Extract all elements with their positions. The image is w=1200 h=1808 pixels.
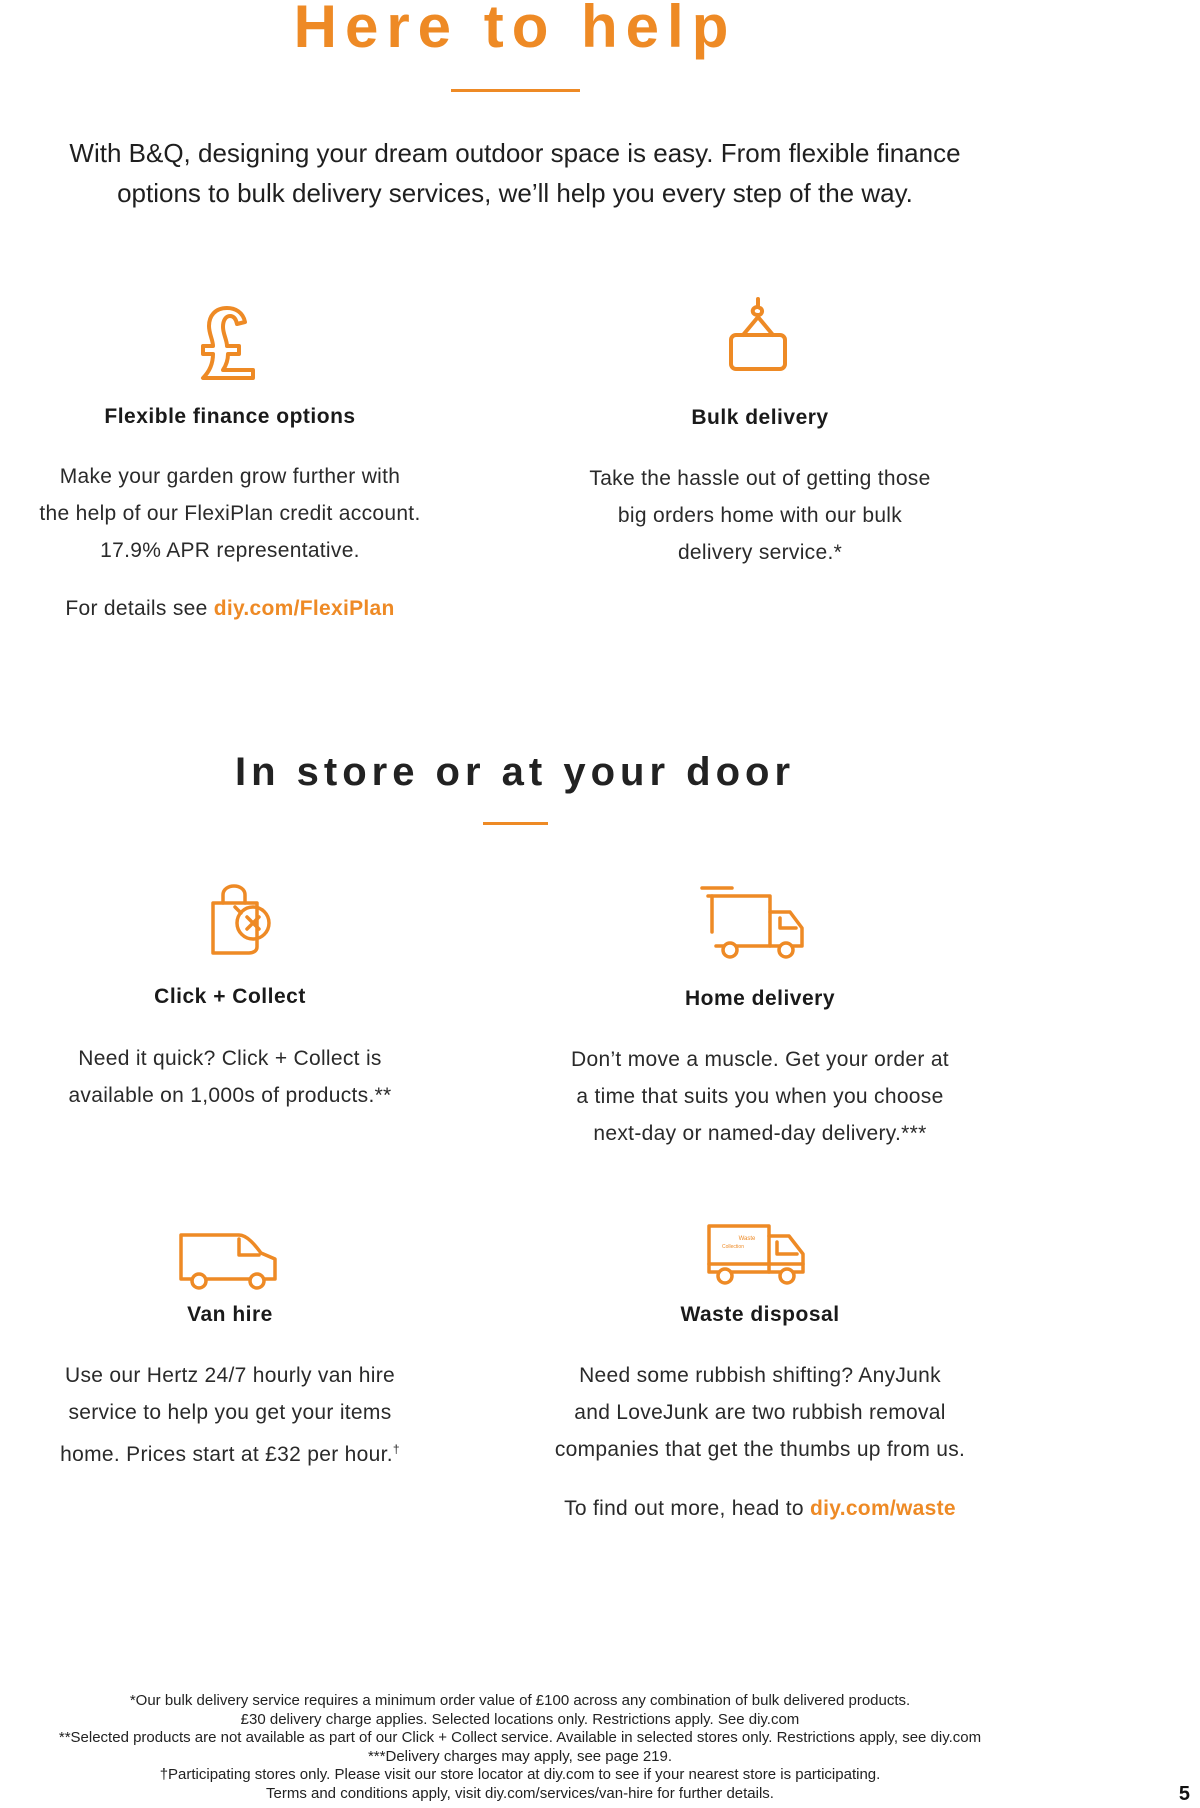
- home-delivery-description: [520, 1041, 1000, 1152]
- finance-link-prefix: For details see: [65, 597, 214, 620]
- finance-link-line: [0, 590, 460, 627]
- crane-hook-icon: [703, 295, 813, 385]
- footnote-line-1: *Our bulk delivery service requires a minimum order value of £100 across any combination of bulk delivered products.: [129, 1692, 911, 1709]
- van-hire-desc-line-3: [0, 1431, 460, 1473]
- waste-desc-line-1: Need some rubbish shifting? AnyJunk: [579, 1364, 941, 1387]
- intro-line-1: With B&Q, designing your dream outdoor space is easy. From flexible finance: [69, 138, 961, 168]
- title-underline: [451, 89, 580, 92]
- waste-truck-icon: [703, 1212, 813, 1302]
- waste-truck-label-1: Waste: [738, 1236, 756, 1242]
- footnote-line-2: £30 delivery charge applies. Selected locations only. Restrictions apply. See diy.com: [240, 1710, 800, 1728]
- click-collect-title: Click + Collect: [154, 985, 306, 1008]
- van-hire-description: [0, 1357, 460, 1473]
- van-hire-desc-line-2: service to help you get your items: [68, 1401, 392, 1424]
- section-underline: [483, 822, 548, 825]
- intro-line-2: options to bulk delivery services, we’ll help you every step of the way.: [117, 178, 913, 208]
- page-title: Here to help: [293, 0, 737, 60]
- click-collect-desc-line-1: Need it quick? Click + Collect is: [78, 1047, 382, 1070]
- delivery-truck-icon: [700, 882, 810, 972]
- waste-desc-line-2: and LoveJunk are two rubbish removal: [574, 1401, 946, 1424]
- finance-description: [0, 458, 460, 569]
- page-number: 5: [1178, 1783, 1190, 1805]
- bulk-description: [520, 460, 1000, 571]
- waste-title: Waste disposal: [680, 1303, 840, 1326]
- home-delivery-title: Home delivery: [684, 987, 836, 1010]
- van-hire-desc-line-1: Use our Hertz 24/7 hourly van hire: [64, 1364, 396, 1387]
- intro-text: [0, 133, 1030, 213]
- finance-title: Flexible finance options: [104, 405, 356, 428]
- footnote-line-4: ***Delivery charges may apply, see page 219.: [367, 1747, 673, 1765]
- finance-desc-line-2: the help of our FlexiPlan credit account.: [39, 502, 421, 525]
- footnote-line-6: Terms and conditions apply, visit diy.com/services/van-hire for further details.: [266, 1784, 774, 1802]
- home-delivery-desc-line-1: Don’t move a muscle. Get your order at: [571, 1048, 949, 1071]
- click-collect-desc-line-2: available on 1,000s of products.**: [68, 1084, 392, 1107]
- footnotes: [0, 1692, 1040, 1803]
- bulk-title: Bulk delivery: [691, 406, 829, 429]
- van-hire-title: Van hire: [187, 1303, 273, 1326]
- finance-desc-line-1: Make your garden grow further with: [59, 465, 401, 488]
- section-title: In store or at your door: [234, 750, 796, 794]
- waste-link-line: [520, 1490, 1000, 1527]
- dagger-mark: †: [392, 1442, 400, 1456]
- van-icon: [175, 1215, 285, 1305]
- flexiplan-link[interactable]: diy.com/FlexiPlan: [213, 597, 395, 620]
- home-delivery-desc-line-2: a time that suits you when you choose: [576, 1085, 944, 1108]
- finance-desc-line-3: 17.9% APR representative.: [100, 539, 360, 562]
- shopping-bag-icon: [183, 875, 293, 965]
- waste-link[interactable]: diy.com/waste: [810, 1497, 956, 1520]
- waste-description: [520, 1357, 1000, 1468]
- pound-icon: [173, 300, 283, 390]
- waste-truck-label-2: Collection: [722, 1244, 744, 1250]
- waste-desc-line-3: companies that get the thumbs up from us.: [554, 1438, 966, 1461]
- click-collect-description: [0, 1040, 460, 1114]
- waste-link-prefix: To find out more, head to: [564, 1497, 811, 1520]
- bulk-desc-line-2: big orders home with our bulk: [617, 504, 903, 527]
- footnote-line-5: †Participating stores only. Please visit our store locator at diy.com to see if your nearest store is participating.: [159, 1766, 881, 1783]
- bulk-desc-line-3: delivery service.*: [677, 541, 843, 564]
- footnote-line-3: **Selected products are not available as part of our Click + Collect service. Available in selected stores only. Restrictions apply, see diy.com: [58, 1729, 982, 1746]
- home-delivery-desc-line-3: next-day or named-day delivery.***: [593, 1122, 927, 1145]
- bulk-desc-line-1: Take the hassle out of getting those: [589, 467, 931, 490]
- van-hire-desc-line-3-text: home. Prices start at £32 per hour.: [60, 1443, 393, 1466]
